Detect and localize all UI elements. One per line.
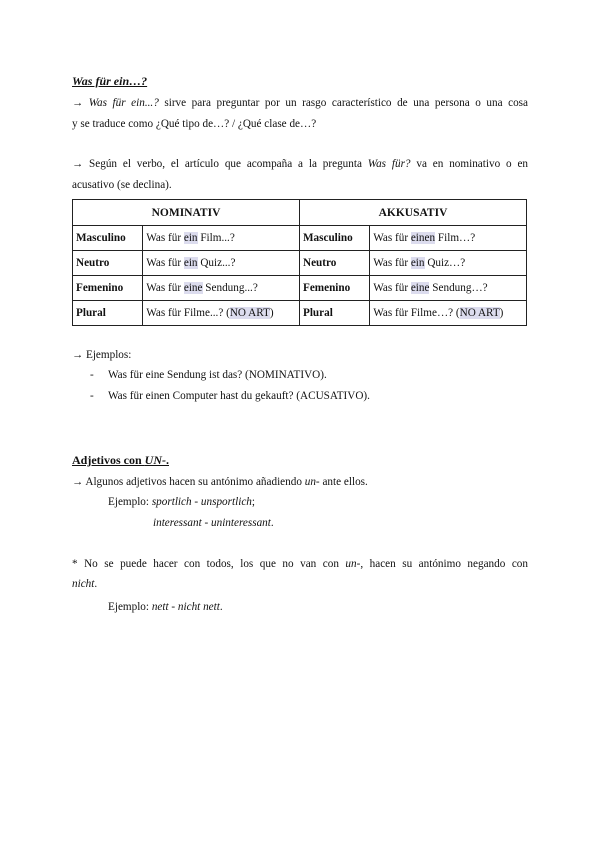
list-item: - Was für eine Sendung ist das? (NOMINATIVO). bbox=[90, 369, 327, 381]
row-label: Masculino bbox=[73, 226, 143, 251]
row-label: Plural bbox=[299, 301, 369, 326]
row-label: Femenino bbox=[299, 276, 369, 301]
row-label: Masculino bbox=[299, 226, 369, 251]
note-line-1: * No se puede hacer con todos, los que no van con un-, hacen su antónimo negando con bbox=[72, 558, 528, 570]
table-row bbox=[73, 251, 527, 276]
nominativ-cell: Was für eine Sendung...? bbox=[143, 276, 300, 301]
examples-heading: → Ejemplos: bbox=[72, 349, 132, 361]
example-line-2: interessant - uninteressant. bbox=[153, 517, 274, 529]
intro-paragraph-line-1: → Was für ein...? sirve para preguntar por un rasgo característico de una persona o una cosa bbox=[72, 97, 528, 109]
article-highlight: ein bbox=[183, 232, 198, 244]
header-akkusativ: AKKUSATIV bbox=[299, 200, 526, 226]
table-row bbox=[73, 226, 527, 251]
article-highlight: einen bbox=[410, 232, 436, 244]
nominativ-cell: Was für ein Film...? bbox=[143, 226, 300, 251]
row-label: Plural bbox=[73, 301, 143, 326]
nominativ-cell: Was für Filme...? (NO ART) bbox=[143, 301, 300, 326]
article-highlight: NO ART bbox=[229, 307, 270, 319]
row-label: Neutro bbox=[73, 251, 143, 276]
verb-paragraph-line-1: → Según el verbo, el artículo que acompaña a la pregunta Was für? va en nominativo o en bbox=[72, 158, 529, 170]
akkusativ-cell: Was für Filme…? (NO ART) bbox=[370, 301, 527, 326]
table-header-row bbox=[73, 200, 527, 226]
example-line-3: Ejemplo: nett - nicht nett. bbox=[108, 601, 223, 613]
note-line-2: nicht. bbox=[72, 578, 98, 590]
article-highlight: eine bbox=[410, 282, 430, 294]
section-title-adjetivos-un: Adjetivos con UN-. bbox=[72, 453, 169, 467]
article-highlight: NO ART bbox=[459, 307, 500, 319]
row-label: Femenino bbox=[73, 276, 143, 301]
row-label: Neutro bbox=[299, 251, 369, 276]
intro-paragraph-line-2: y se traduce como ¿Qué tipo de…? / ¿Qué clase de…? bbox=[72, 118, 317, 130]
un-rule-line: → Algunos adjetivos hacen su antónimo añadiendo un- ante ellos. bbox=[72, 476, 368, 488]
akkusativ-cell: Was für einen Film…? bbox=[370, 226, 527, 251]
bullet-dash: - bbox=[90, 390, 94, 402]
example-line-1: Ejemplo: sportlich - unsportlich; bbox=[108, 496, 255, 508]
article-highlight: eine bbox=[183, 282, 203, 294]
nominativ-cell: Was für ein Quiz...? bbox=[143, 251, 300, 276]
article-highlight: ein bbox=[183, 257, 198, 269]
table-row bbox=[73, 301, 527, 326]
section-title-was-fur-ein: Was für ein…? bbox=[72, 74, 148, 88]
declension-table bbox=[72, 199, 527, 326]
table-row bbox=[73, 276, 527, 301]
article-highlight: ein bbox=[410, 257, 425, 269]
bullet-dash: - bbox=[90, 369, 94, 381]
akkusativ-cell: Was für eine Sendung…? bbox=[370, 276, 527, 301]
header-nominativ: NOMINATIV bbox=[73, 200, 300, 226]
akkusativ-cell: Was für ein Quiz…? bbox=[370, 251, 527, 276]
verb-paragraph-line-2: acusativo (se declina). bbox=[72, 179, 172, 191]
list-item: - Was für einen Computer hast du gekauft? (ACUSATIVO). bbox=[90, 390, 370, 402]
